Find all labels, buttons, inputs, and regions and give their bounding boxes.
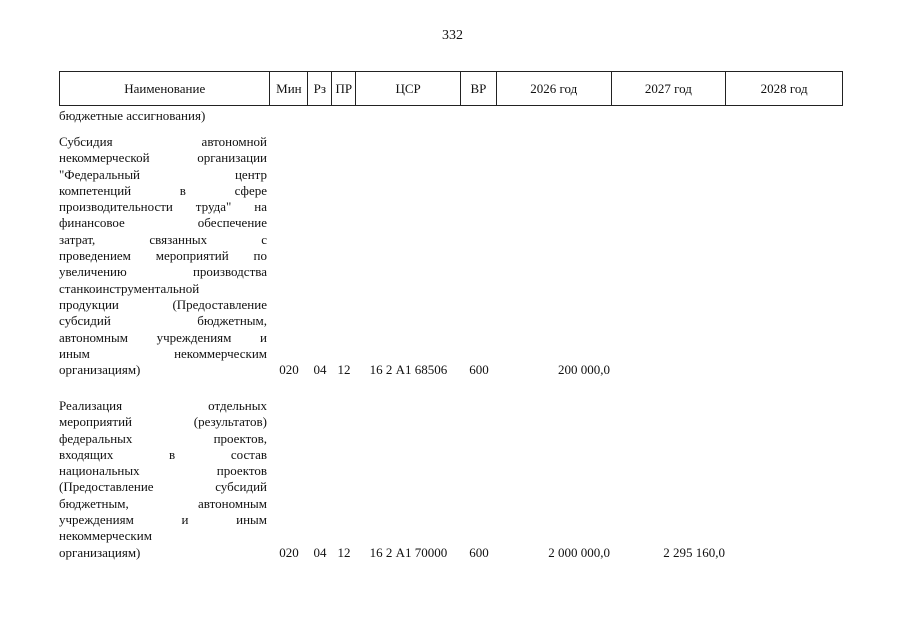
name-line: (Предоставление субсидий bbox=[59, 479, 267, 495]
name-line: проведением мероприятий по bbox=[59, 248, 267, 264]
table-row bbox=[59, 134, 843, 378]
continuation-text: бюджетные ассигнования) bbox=[59, 108, 206, 123]
name-line: учреждениям и иным bbox=[59, 512, 267, 528]
name-line: Субсидия автономной bbox=[59, 134, 267, 149]
name-line: автономным учреждениям и bbox=[59, 329, 267, 345]
header-pr: ПР bbox=[332, 72, 356, 105]
cell-min: 020 bbox=[279, 362, 299, 378]
cell-rz: 04 bbox=[313, 362, 327, 378]
name-line: некоммерческим bbox=[59, 528, 152, 544]
name-line: финансовое обеспечение bbox=[59, 215, 267, 231]
row-values bbox=[59, 545, 843, 561]
header-csr: ЦСР bbox=[356, 72, 461, 105]
name-line: некоммерческой организации bbox=[59, 150, 267, 166]
cell-csr: 16 2 А1 70000 bbox=[369, 544, 448, 560]
header-rz: Рз bbox=[308, 72, 332, 105]
table-header bbox=[59, 71, 843, 106]
header-vr: ВР bbox=[461, 72, 497, 105]
name-line: иным некоммерческим bbox=[59, 345, 267, 361]
name-line: затрат, связанных с bbox=[59, 231, 267, 247]
name-line: Реализация отдельных bbox=[59, 398, 267, 413]
cell-min: 020 bbox=[279, 544, 299, 560]
row-name bbox=[59, 134, 267, 378]
name-line: бюджетным, автономным bbox=[59, 495, 267, 511]
name-line: продукции (Предоставление bbox=[59, 296, 267, 312]
cell-year-2026: 200 000,0 bbox=[558, 362, 610, 378]
row-name bbox=[59, 398, 267, 561]
name-line: компетенций в сфере bbox=[59, 182, 267, 198]
cell-vr: 600 bbox=[469, 544, 489, 560]
name-line: национальных проектов bbox=[59, 463, 267, 479]
cell-year-2026: 2 000 000,0 bbox=[548, 544, 610, 560]
cell-vr: 600 bbox=[469, 362, 489, 378]
cell-rz: 04 bbox=[313, 544, 327, 560]
header-year-2027: 2027 год bbox=[612, 72, 727, 105]
name-line: организациям) bbox=[59, 362, 141, 378]
name-line: увеличению производства bbox=[59, 264, 267, 280]
name-line: входящих в состав bbox=[59, 446, 267, 462]
name-line: мероприятий (результатов) bbox=[59, 414, 267, 430]
cell-pr: 12 bbox=[337, 362, 351, 378]
header-min: Мин bbox=[270, 72, 308, 105]
name-line: станкоинструментальной bbox=[59, 280, 200, 296]
name-line: федеральных проектов, bbox=[59, 430, 267, 446]
page-number: 332 bbox=[442, 28, 463, 43]
header-year-2026: 2026 год bbox=[497, 72, 612, 105]
cell-csr: 16 2 А1 68506 bbox=[369, 362, 448, 378]
cell-year-2027: 2 295 160,0 bbox=[663, 544, 725, 560]
row-values bbox=[59, 362, 843, 378]
name-line: производительности труда" на bbox=[59, 199, 267, 215]
name-line: "Федеральный центр bbox=[59, 166, 267, 182]
table-row bbox=[59, 398, 843, 561]
name-line: субсидий бюджетным, bbox=[59, 313, 267, 329]
name-line: организациям) bbox=[59, 544, 141, 560]
cell-pr: 12 bbox=[337, 544, 351, 560]
header-year-2028: 2028 год bbox=[760, 80, 808, 96]
header-name: Наименование bbox=[60, 72, 270, 105]
